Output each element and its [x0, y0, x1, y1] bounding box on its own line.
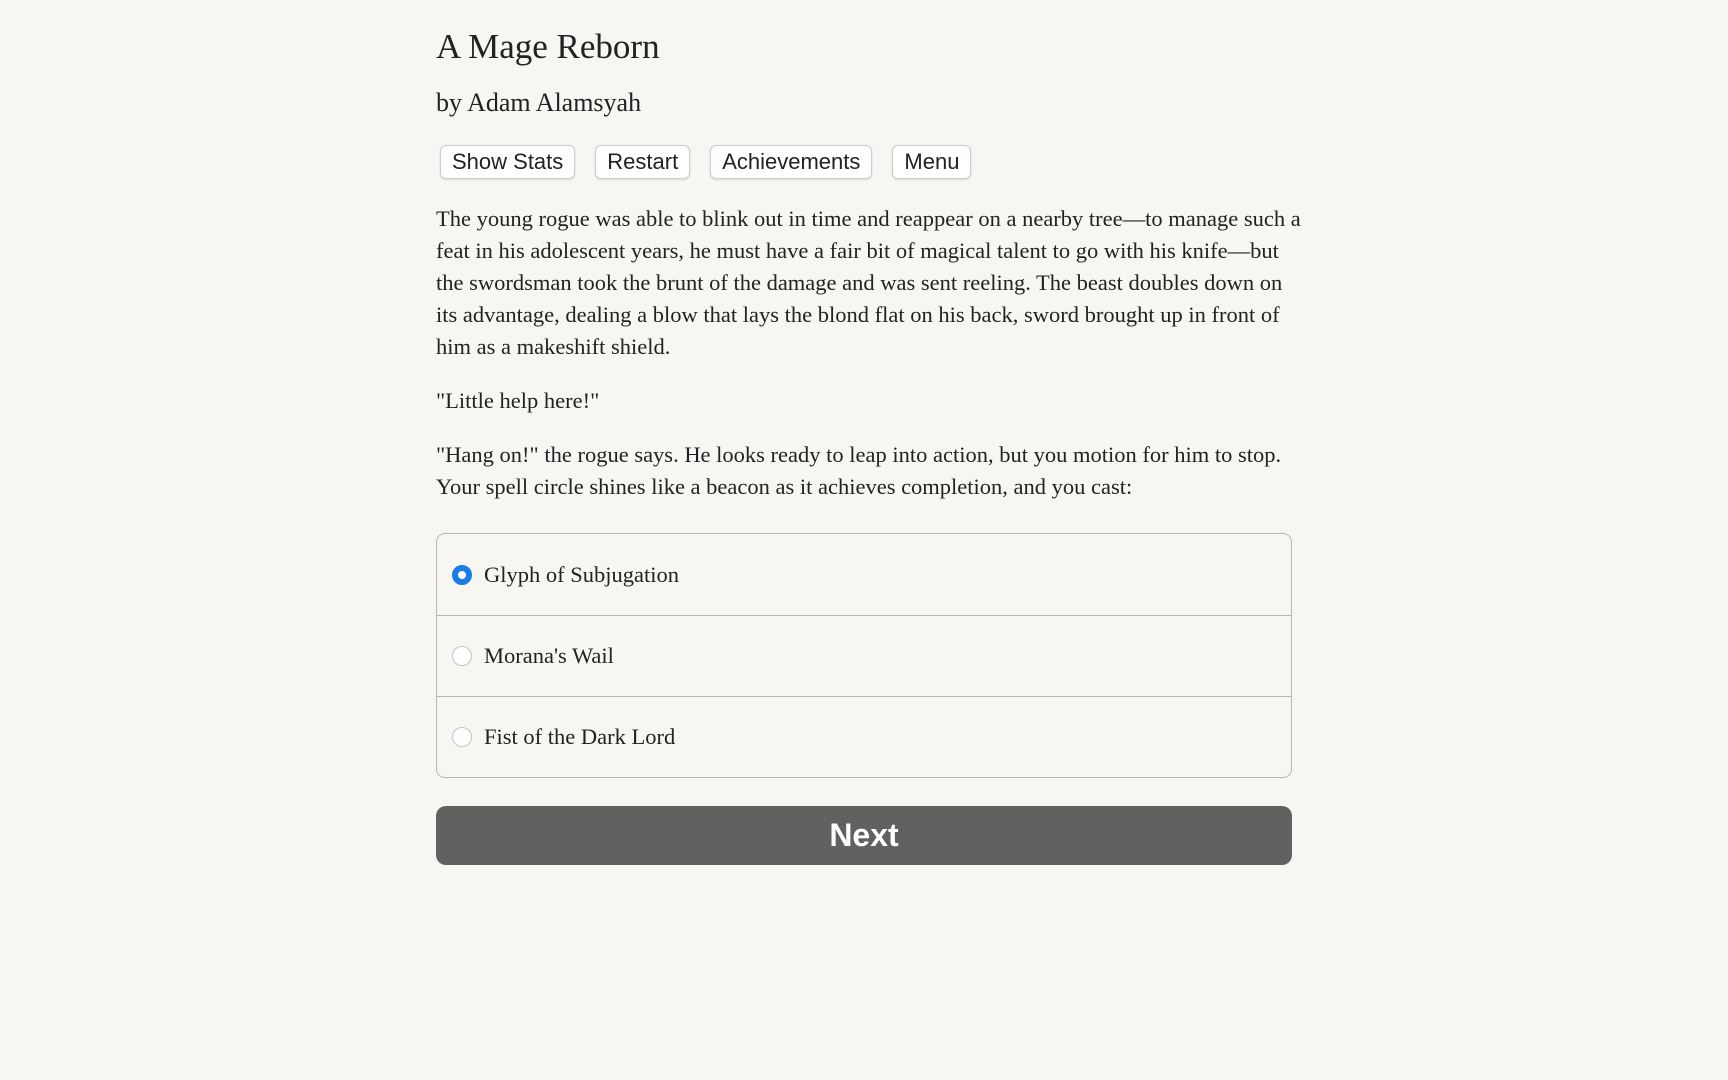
- page-title: A Mage Reborn: [436, 27, 660, 66]
- choice-option-moranas-wail[interactable]: [437, 615, 1291, 696]
- menu-button[interactable]: Menu: [892, 145, 971, 179]
- achievements-button[interactable]: Achievements: [710, 145, 872, 179]
- next-button[interactable]: Next: [436, 806, 1292, 865]
- radio-button-checked[interactable]: [452, 565, 472, 585]
- radio-button[interactable]: [452, 727, 472, 747]
- story-paragraph: The young rogue was able to blink out in time and reappear on a nearby tree—to manage such a feat in his adolescent years, he must have a fair bit of magical talent to go with his knife—but the swordsman took the brunt of the damage and was sent reeling. The beast doubles down on its advantage, dealing a blow that lays the blond flat on his back, sword brought up in front of him as a makeshift shield.: [436, 206, 1301, 359]
- choice-list: [436, 533, 1292, 778]
- choice-option-fist-of-the-dark-lord[interactable]: [437, 696, 1291, 777]
- story-paragraph: "Little help here!": [436, 388, 600, 413]
- story-text: [436, 203, 1306, 525]
- restart-button[interactable]: Restart: [595, 145, 690, 179]
- radio-button[interactable]: [452, 646, 472, 666]
- show-stats-button[interactable]: Show Stats: [440, 145, 575, 179]
- author-byline: by Adam Alamsyah: [436, 88, 642, 117]
- choice-option-glyph-of-subjugation[interactable]: [437, 534, 1291, 615]
- story-paragraph: "Hang on!" the rogue says. He looks ready to leap into action, but you motion for him to stop. Your spell circle shines like a beacon as it achieves completion, and you cast:: [436, 442, 1282, 499]
- choice-label: Glyph of Subjugation: [484, 561, 679, 587]
- toolbar: [440, 145, 991, 179]
- choice-label: Fist of the Dark Lord: [484, 724, 676, 749]
- choice-label: Morana's Wail: [484, 643, 614, 668]
